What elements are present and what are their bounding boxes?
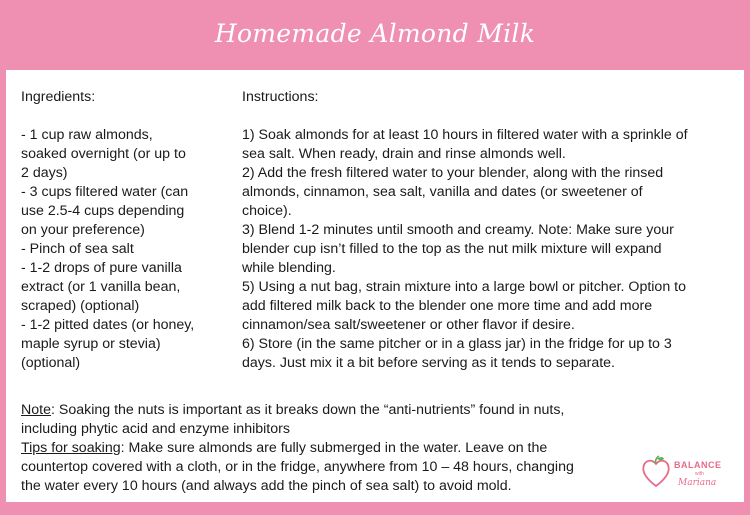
ingredient-line: 2 days) bbox=[21, 165, 68, 181]
ingredient-line: (optional) bbox=[21, 355, 81, 371]
instructions-heading: Instructions: bbox=[242, 89, 319, 105]
instruction-line: choice). bbox=[242, 203, 292, 219]
logo-word-balance: BALANCE bbox=[674, 460, 722, 470]
tips-text: : Make sure almonds are fully submerged in the water. Leave on the bbox=[120, 440, 548, 456]
instruction-line: add filtered milk back to the blender one more time and add more bbox=[242, 298, 653, 314]
brand-logo-graphic bbox=[640, 453, 732, 493]
ingredient-line: extract (or 1 vanilla bean, bbox=[21, 279, 181, 295]
ingredient-line: - Pinch of sea salt bbox=[21, 241, 134, 257]
ingredient-line: - 1-2 pitted dates (or honey, bbox=[21, 317, 195, 333]
instruction-line: 6) Store (in the same pitcher or in a glass jar) in the fridge for up to 3 bbox=[242, 336, 672, 352]
logo-word-with: with bbox=[695, 471, 704, 477]
page-title: Homemade Almond Milk bbox=[214, 18, 536, 48]
ingredients-section bbox=[21, 88, 226, 373]
instruction-line: 1) Soak almonds for at least 10 hours in filtered water with a sprinkle of bbox=[242, 127, 688, 143]
instruction-line: almonds, cinnamon, sea salt, vanilla and dates (or sweetener of bbox=[242, 184, 643, 200]
tips-label: Tips for soaking bbox=[21, 440, 121, 456]
instruction-line: days. Just mix it a bit before serving as it tends to separate. bbox=[242, 355, 615, 371]
note-line bbox=[21, 401, 641, 420]
notes-section bbox=[21, 401, 641, 496]
ingredient-line: scraped) (optional) bbox=[21, 298, 140, 314]
ingredient-line: - 1-2 drops of pure vanilla bbox=[21, 260, 182, 276]
ingredient-line: on your preference) bbox=[21, 222, 145, 238]
instruction-line: 2) Add the fresh filtered water to your blender, along with the rinsed bbox=[242, 165, 664, 181]
recipe-panel bbox=[6, 70, 744, 502]
tips-line: countertop covered with a cloth, or in the fridge, anywhere from 10 – 48 hours, changing bbox=[21, 459, 574, 475]
ingredient-line: - 1 cup raw almonds, bbox=[21, 127, 153, 143]
ingredient-line: soaked overnight (or up to bbox=[21, 146, 186, 162]
note-label: Note bbox=[21, 402, 51, 418]
instructions-section bbox=[242, 88, 747, 373]
header-banner bbox=[6, 0, 744, 70]
note-text: : Soaking the nuts is important as it breaks down the “anti-nutrients” found in nuts, bbox=[50, 402, 565, 418]
note-line: including phytic acid and enzyme inhibitors bbox=[21, 421, 290, 437]
tips-line bbox=[21, 439, 641, 458]
instruction-line: 5) Using a nut bag, strain mixture into a large bowl or pitcher. Option to bbox=[242, 279, 686, 295]
instruction-line: cinnamon/sea salt/sweetener or other flavor if desire. bbox=[242, 317, 575, 333]
instruction-line: while blending. bbox=[242, 260, 336, 276]
peach-heart-icon bbox=[643, 456, 668, 486]
instruction-line: blender cup isn’t filled to the top as the nut milk mixture will expand bbox=[242, 241, 662, 257]
instruction-line: sea salt. When ready, drain and rinse almonds well. bbox=[242, 146, 566, 162]
ingredients-heading: Ingredients: bbox=[21, 89, 96, 105]
ingredient-line: maple syrup or stevia) bbox=[21, 336, 161, 352]
brand-logo bbox=[640, 453, 732, 493]
ingredient-line: - 3 cups filtered water (can bbox=[21, 184, 189, 200]
instruction-line: 3) Blend 1-2 minutes until smooth and creamy. Note: Make sure your bbox=[242, 222, 674, 238]
ingredient-line: use 2.5-4 cups depending bbox=[21, 203, 185, 219]
logo-word-mariana: Mariana bbox=[678, 478, 717, 488]
tips-line: the water every 10 hours (and always add the pinch of sea salt) to avoid mold. bbox=[21, 478, 512, 494]
